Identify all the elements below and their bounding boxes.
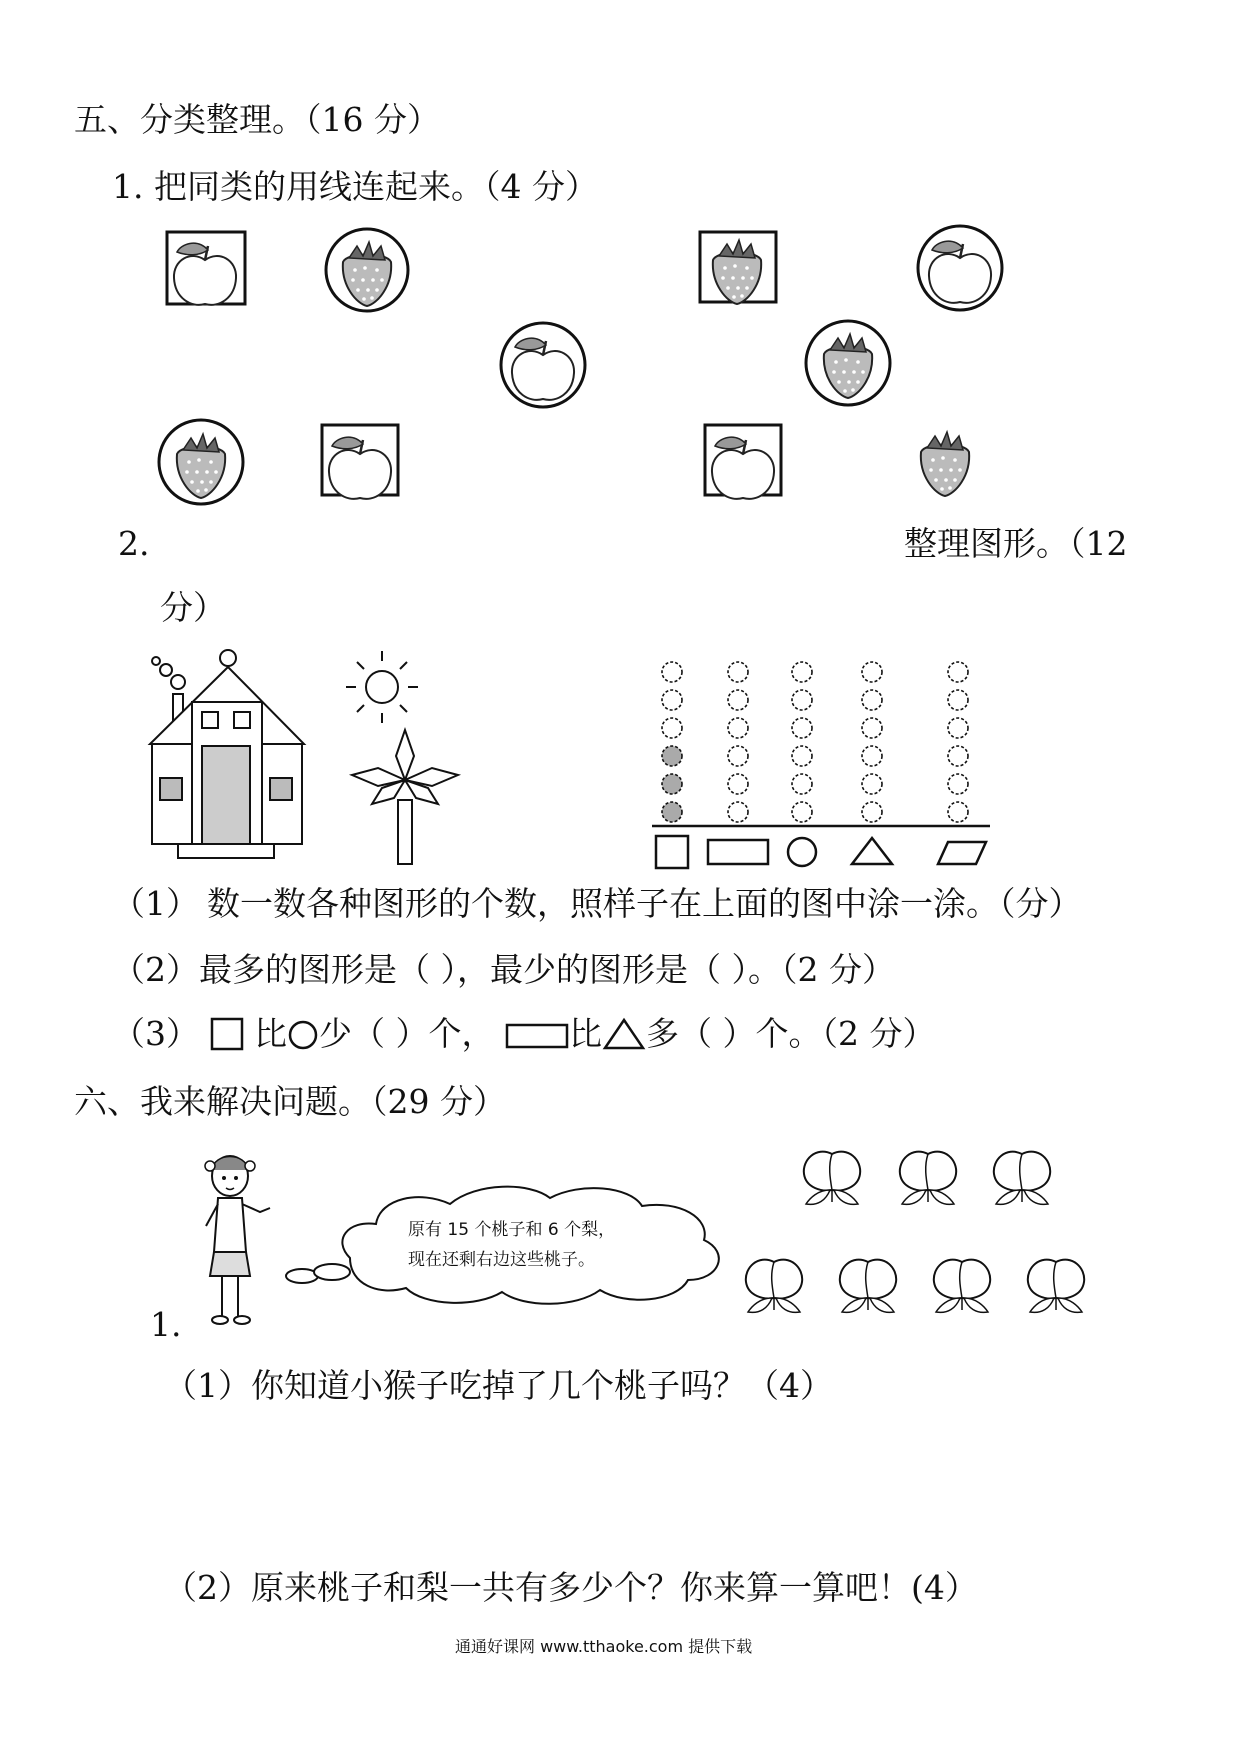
count-circle-圆: [792, 746, 812, 766]
peach-6: [934, 1260, 990, 1313]
chart-category-圆: [788, 838, 816, 866]
section5-q2-number: 2.: [118, 524, 150, 563]
section6-title: 六、我来解决问题。（29 分）: [74, 1082, 506, 1121]
peach-1: [804, 1152, 860, 1205]
speech-bubble: [280, 1180, 740, 1310]
apple-in-square-2: [322, 425, 398, 499]
count-circle-正方形: [662, 690, 682, 710]
sub1-label: （1）: [112, 884, 199, 923]
count-circle-圆: [792, 690, 812, 710]
peach-2: [900, 1152, 956, 1205]
peach-4: [746, 1260, 802, 1313]
count-circle-平行四边形: [948, 662, 968, 682]
strawberry-in-square-1: [700, 232, 776, 304]
sub3-bi1: 比: [254, 1014, 287, 1053]
strawberry-in-circle-2: [806, 321, 890, 405]
count-circle-圆: [792, 662, 812, 682]
chart-category-三角形: [852, 838, 892, 864]
shape-count-chart: [640, 640, 1000, 870]
section6-sub2: （2）原来桃子和梨一共有多少个？你来算一算吧！(4）: [164, 1568, 978, 1607]
count-circle-圆: [792, 774, 812, 794]
fruit-matching-figure: [0, 0, 1240, 520]
footer-text: 通通好课网 www.tthaoke.com 提供下载: [455, 1637, 753, 1656]
apple-in-square-1: [167, 232, 245, 305]
count-circle-正方形: [662, 718, 682, 738]
section5-q2-text: 整理图形。（12: [904, 524, 1128, 563]
count-circle-长方形: [728, 746, 748, 766]
section6-q1-number: 1.: [150, 1305, 182, 1344]
count-circle-三角形: [862, 774, 882, 794]
count-circle-三角形: [862, 746, 882, 766]
sub3-line: [112, 1014, 935, 1054]
sub1-text: 数一数各种图形的个数，照样子在上面的图中涂一涂。（分）: [207, 884, 1082, 923]
count-circle-长方形: [728, 802, 748, 822]
strawberry-in-circle-1: [326, 229, 408, 311]
count-circle-平行四边形: [948, 746, 968, 766]
triangle-shape-icon: [602, 1017, 646, 1051]
count-circle-长方形: [728, 774, 748, 794]
count-circle-平行四边形: [948, 718, 968, 738]
section5-q2-text-cont: 分）: [160, 588, 226, 627]
count-circle-正方形: [662, 746, 682, 766]
section5-q1: 1. 把同类的用线连起来。（4 分）: [112, 167, 598, 206]
apple-in-square-3: [705, 425, 781, 499]
count-circle-平行四边形: [948, 802, 968, 822]
peaches-group: [740, 1140, 1100, 1330]
girl-figure: [200, 1140, 280, 1340]
strawberry-in-circle-3: [159, 420, 243, 504]
chart-category-正方形: [656, 836, 688, 868]
peach-3: [994, 1152, 1050, 1205]
square-shape-icon: [210, 1017, 244, 1051]
count-circle-长方形: [728, 718, 748, 738]
count-circle-正方形: [662, 662, 682, 682]
circle-shape-icon: [287, 1019, 319, 1051]
count-circle-圆: [792, 802, 812, 822]
peach-5: [840, 1260, 896, 1313]
chart-category-平行四边形: [938, 842, 986, 864]
bubble-line2: 现在还剩右边这些桃子。: [408, 1250, 595, 1270]
chart-category-长方形: [708, 840, 768, 864]
apple-in-circle-1: [918, 226, 1002, 310]
apple-in-circle-2: [501, 323, 585, 407]
count-circle-正方形: [662, 802, 682, 822]
shapes-picture: [130, 640, 480, 870]
sub3-prefix: （3）: [112, 1014, 199, 1053]
count-circle-三角形: [862, 662, 882, 682]
sub3-shao: 少（ ）个，: [319, 1014, 495, 1053]
rectangle-shape-icon: [505, 1021, 569, 1051]
sub3-duo: 多（ ）个。（2 分）: [646, 1014, 936, 1053]
sub2-text: （2）最多的图形是（ ），最少的图形是（ ）。（2 分）: [112, 950, 895, 989]
count-circle-圆: [792, 718, 812, 738]
section6-sub1: （1）你知道小猴子吃掉了几个桃子吗？（4）: [164, 1366, 833, 1405]
count-circle-三角形: [862, 718, 882, 738]
count-circle-正方形: [662, 774, 682, 794]
count-circle-三角形: [862, 802, 882, 822]
count-circle-三角形: [862, 690, 882, 710]
count-circle-平行四边形: [948, 690, 968, 710]
count-circle-平行四边形: [948, 774, 968, 794]
section5-title: 五、分类整理。（16 分）: [74, 100, 440, 139]
count-circle-长方形: [728, 690, 748, 710]
bubble-line1: 原有 15 个桃子和 6 个梨，: [408, 1220, 616, 1240]
count-circle-长方形: [728, 662, 748, 682]
peach-7: [1028, 1260, 1084, 1313]
strawberry-plain: [921, 432, 969, 496]
sub3-bi2: 比: [569, 1014, 602, 1053]
